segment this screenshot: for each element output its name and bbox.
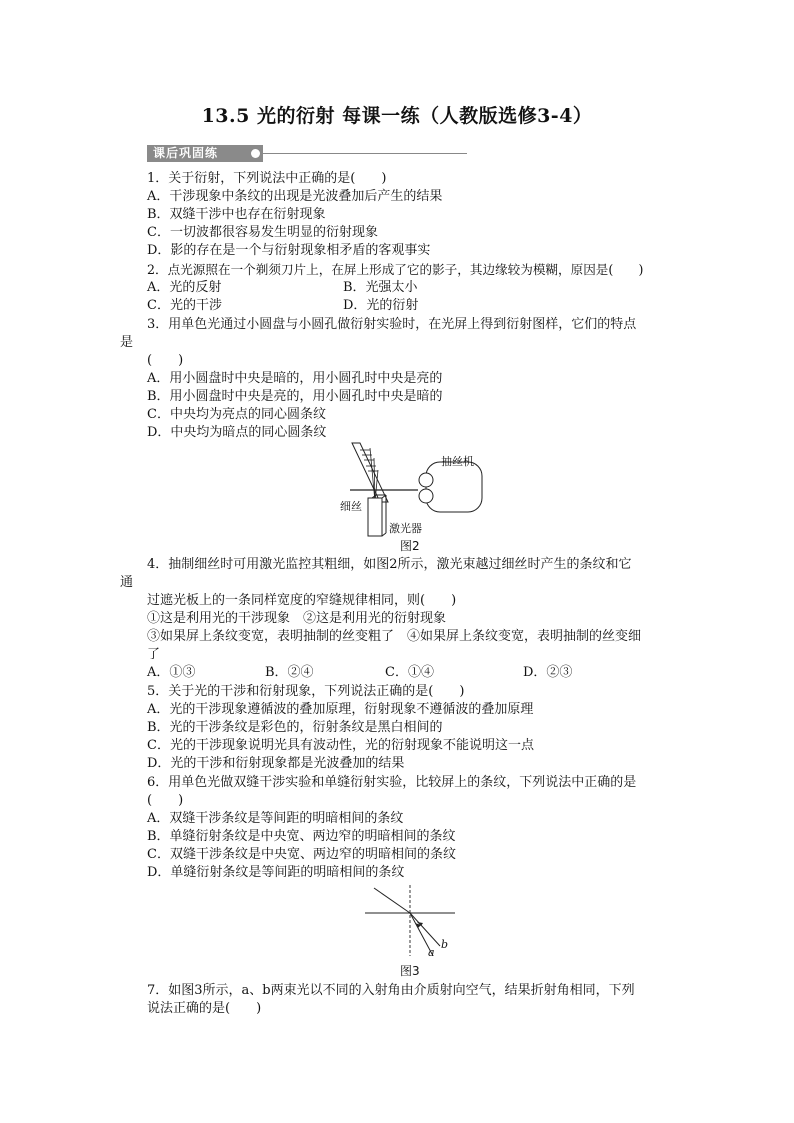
q1-option-c: C．一切波都很容易发生明显的衍射现象 bbox=[147, 225, 378, 240]
q6-answer-blank: ( ) bbox=[147, 793, 184, 808]
q6-stem: 6．用单色光做双缝干涉实验和单缝衍射实验，比较屏上的条纹，下列说法中正确的是 bbox=[147, 775, 637, 790]
page-title: 13.5 光的衍射 每课一练（人教版选修3-4） bbox=[201, 105, 593, 127]
q3-answer-blank: ( ) bbox=[147, 353, 184, 368]
q3-option-d: D．中央均为暗点的同心圆条纹 bbox=[147, 425, 327, 440]
q3-option-a: A．用小圆盘时中央是暗的，用小圆孔时中央是亮的 bbox=[147, 371, 443, 386]
fig3-caption: 图3 bbox=[400, 964, 420, 978]
q2-option-a: A．光的反射 bbox=[147, 280, 222, 295]
q2-option-b: B．光强太小 bbox=[343, 280, 418, 295]
laser-box bbox=[368, 498, 382, 536]
q4-statements-wrap: 了 bbox=[147, 647, 161, 662]
q5-option-d: D．光的干涉和衍射现象都是光波叠加的结果 bbox=[147, 756, 405, 771]
fig3-label-a: a bbox=[428, 946, 435, 959]
q5-stem: 5．关于光的干涉和衍射现象，下列说法正确的是( ) bbox=[147, 684, 465, 699]
q5-option-b: B．光的干涉条纹是彩色的，衍射条纹是黑白相间的 bbox=[147, 720, 443, 735]
q4-stem-wrap: 通 bbox=[120, 575, 134, 590]
q6-option-d: D．单缝衍射条纹是等间距的明暗相间的条纹 bbox=[147, 865, 405, 880]
section-label: 课后巩固练 bbox=[147, 145, 263, 162]
q2-option-d: D．光的衍射 bbox=[343, 298, 419, 313]
q3-option-b: B．用小圆盘时中央是亮的，用小圆孔时中央是暗的 bbox=[147, 389, 443, 404]
q7-stem-cont: 说法正确的是( ) bbox=[147, 1001, 262, 1016]
q7-stem: 7．如图3所示，a、b两束光以不同的入射角由介质射向空气，结果折射角相同，下列 bbox=[147, 983, 635, 998]
q4-stem-cont: 过遮光板上的一条同样宽度的窄缝规律相同，则( ) bbox=[147, 593, 457, 608]
q2-option-c: C．光的干涉 bbox=[147, 298, 222, 313]
fig2-label-machine: 抽丝机 bbox=[441, 455, 474, 468]
fig2-label-laser: 激光器 bbox=[389, 522, 422, 535]
q4-option-d: D．②③ bbox=[523, 665, 573, 680]
q1-option-a: A．干涉现象中条纹的出现是光波叠加后产生的结果 bbox=[147, 189, 443, 204]
refracted-ray bbox=[374, 888, 410, 913]
q5-option-c: C．光的干涉现象说明光具有波动性，光的衍射现象不能说明这一点 bbox=[147, 738, 534, 753]
q4-option-c: C．①④ bbox=[385, 665, 434, 680]
bullet-dot-icon bbox=[251, 149, 260, 158]
q1-option-b: B．双缝干涉中也存在衍射现象 bbox=[147, 207, 326, 222]
q4-option-b: B．②④ bbox=[265, 665, 314, 680]
q6-option-a: A．双缝干涉条纹是等间距的明暗相间的条纹 bbox=[147, 811, 404, 826]
q4-option-a: A．①③ bbox=[147, 665, 196, 680]
q6-option-b: B．单缝衍射条纹是中央宽、两边窄的明暗相间的条纹 bbox=[147, 829, 456, 844]
q3-stem: 3．用单色光通过小圆盘与小圆孔做衍射实验时，在光屏上得到衍射图样，它们的特点 bbox=[147, 317, 637, 332]
q2-stem: 2．点光源照在一个剃须刀片上，在屏上形成了它的影子，其边缘较为模糊，原因是( ) bbox=[147, 262, 644, 277]
q1-stem: 1．关于衍射，下列说法中正确的是( ) bbox=[147, 171, 387, 186]
q4-statements-1-2: ①这是利用光的干涉现象 ②这是利用光的衍射现象 bbox=[147, 611, 447, 626]
q4-stem: 4．抽制细丝时可用激光监控其粗细，如图2所示，激光束越过细丝时产生的条纹和它 bbox=[147, 557, 632, 572]
q4-statements-3-4: ③如果屏上条纹变宽，表明抽制的丝变粗了 ④如果屏上条纹变宽，表明抽制的丝变细 bbox=[147, 629, 642, 644]
diffraction-fringes bbox=[360, 450, 378, 471]
q5-option-a: A．光的干涉现象遵循波的叠加原理，衍射现象不遵循波的叠加原理 bbox=[147, 702, 534, 717]
section-rule bbox=[263, 153, 467, 154]
q3-stem-wrap: 是 bbox=[120, 335, 134, 350]
roller-bottom bbox=[419, 489, 433, 503]
wire-machine bbox=[426, 462, 482, 512]
laser-rays bbox=[370, 448, 378, 502]
section-header bbox=[147, 145, 467, 163]
q6-option-c: C．双缝干涉条纹是中央宽、两边窄的明暗相间的条纹 bbox=[147, 847, 456, 862]
fig3-label-b: b bbox=[441, 938, 449, 951]
fig2-caption: 图2 bbox=[400, 539, 420, 553]
roller-top bbox=[419, 473, 433, 487]
fig2-label-wire: 细丝 bbox=[340, 500, 362, 513]
q3-option-c: C．中央均为亮点的同心圆条纹 bbox=[147, 407, 326, 422]
q1-option-d: D．影的存在是一个与衍射现象相矛盾的客观事实 bbox=[147, 243, 431, 258]
